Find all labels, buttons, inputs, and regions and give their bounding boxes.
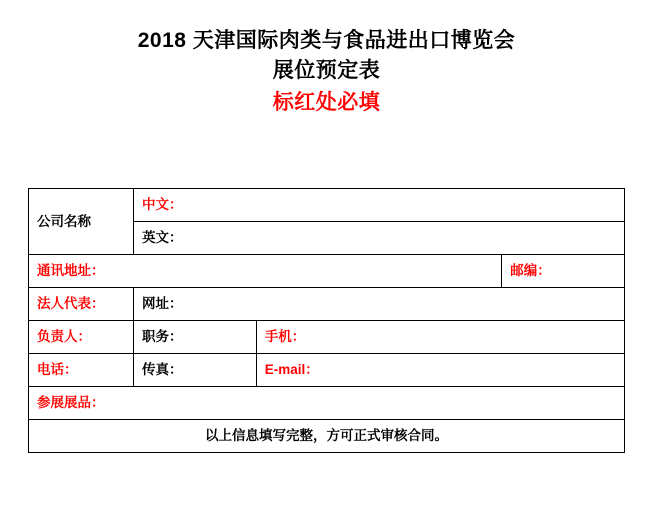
table-row	[29, 255, 625, 288]
company-name-label: 公司名称	[29, 189, 134, 255]
page-title-line-1: 2018 天津国际肉类与食品进出口博览会	[137, 29, 516, 52]
required-fields-note: 标红处必填	[272, 91, 381, 114]
legal-representative-label[interactable]: 法人代表：	[29, 288, 134, 321]
fax-field[interactable]: 传真：	[134, 354, 257, 387]
postcode-field[interactable]: 邮编：	[502, 255, 625, 288]
table-row	[29, 321, 625, 354]
company-name-en-field[interactable]: 英文：	[134, 222, 625, 255]
address-field[interactable]: 通讯地址：	[29, 255, 502, 288]
contact-person-field[interactable]: 负责人：	[29, 321, 134, 354]
form-footer-note: 以上信息填写完整，方可正式审核合同。	[29, 420, 625, 453]
website-field[interactable]: 网址：	[134, 288, 625, 321]
position-field[interactable]: 职务：	[134, 321, 257, 354]
table-row	[29, 189, 625, 222]
table-row	[29, 387, 625, 420]
booking-form	[28, 188, 625, 453]
page-title-line-2: 展位预定表	[272, 59, 381, 82]
mobile-field[interactable]: 手机：	[256, 321, 624, 354]
booking-form-table	[28, 188, 625, 453]
exhibits-field[interactable]: 参展展品：	[29, 387, 625, 420]
table-row	[29, 354, 625, 387]
table-row	[29, 288, 625, 321]
company-name-cn-field[interactable]: 中文：	[134, 189, 625, 222]
table-row	[29, 420, 625, 453]
email-field[interactable]: E-mail：	[256, 354, 624, 387]
telephone-field[interactable]: 电话：	[29, 354, 134, 387]
document-title-block	[0, 0, 653, 120]
